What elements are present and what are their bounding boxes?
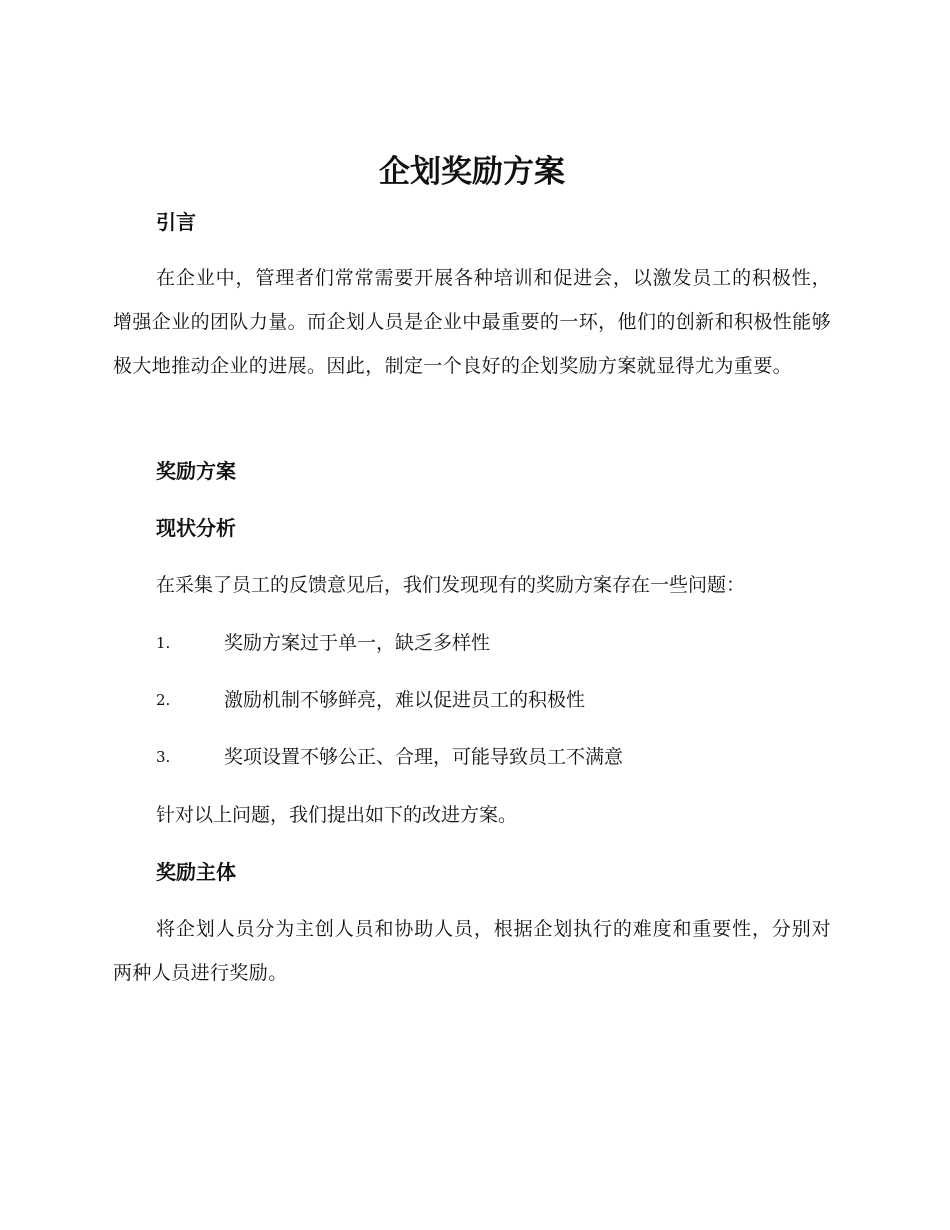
list-item-text: 激励机制不够鲜亮，难以促进员工的积极性: [224, 689, 586, 711]
list-item-number: 1.: [156, 634, 171, 652]
subject-paragraph: 将企划人员分为主创人员和协助人员，根据企划执行的难度和重要性，分别对两种人员进行奖励。: [113, 918, 831, 984]
list-item-number: 2.: [156, 691, 171, 709]
section-heading-plan: 奖励方案: [156, 459, 236, 483]
section-heading-intro: 引言: [156, 210, 196, 234]
section-heading-analysis: 现状分析: [156, 516, 236, 540]
list-item: [156, 742, 831, 772]
list-item-text: 奖项设置不够公正、合理，可能导致员工不满意: [224, 746, 624, 768]
list-item: [156, 685, 831, 715]
intro-paragraph: 在企业中，管理者们常常需要开展各种培训和促进会，以激发员工的积极性，增强企业的团队力量。而企划人员是企业中最重要的一环，他们的创新和积极性能够极大地推动企业的进展。因此，制定一个良好的企划奖励方案就显得尤为重要。: [113, 267, 831, 377]
list-item-text: 奖励方案过于单一，缺乏多样性: [224, 632, 491, 654]
document-page: [113, 0, 831, 1230]
analysis-conclusion-text: 针对以上问题，我们提出如下的改进方案。: [156, 804, 518, 826]
document-title: 企划奖励方案: [379, 154, 565, 190]
list-item-number: 3.: [156, 748, 171, 766]
section-heading-subject: 奖励主体: [156, 860, 236, 884]
list-item: [156, 628, 831, 658]
analysis-intro-text: 在采集了员工的反馈意见后，我们发现现有的奖励方案存在一些问题：: [156, 574, 746, 596]
